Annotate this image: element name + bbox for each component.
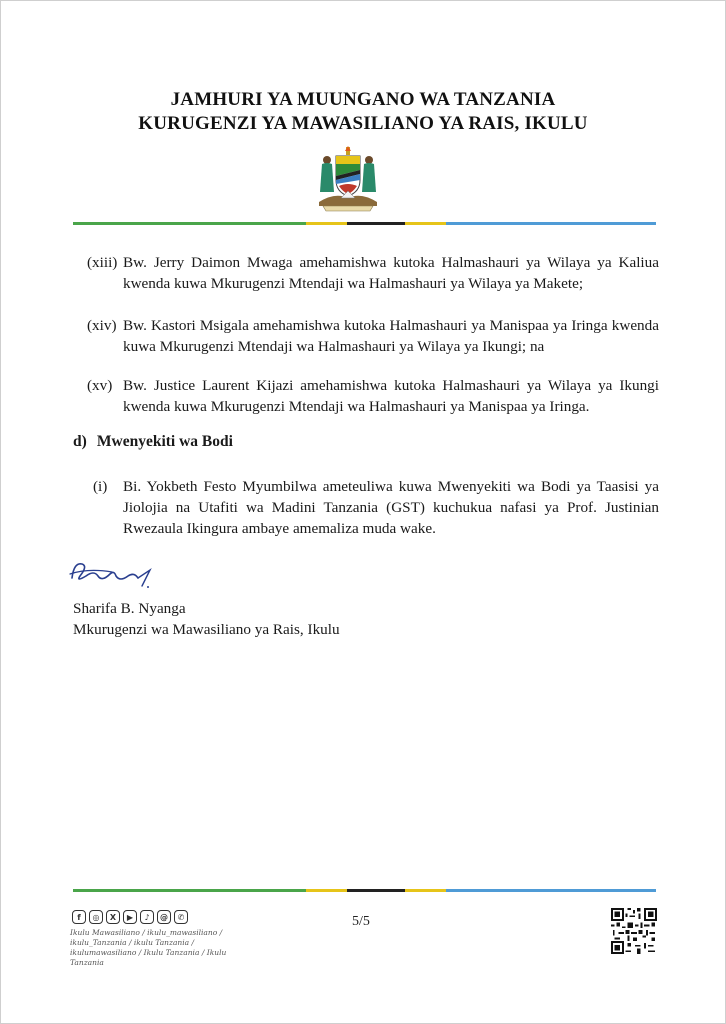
list-item-text: Bi. Yokbeth Festo Myumbilwa ameteuliwa kuwa Mwenyekiti wa Bodi ya Taasisi ya Jiolojia na Utafiti wa Madini Tanzania (GST) kuchukua nafasi ya Prof. Justinian Rwezaula Ikingura ambaye amemaliza muda wake. bbox=[123, 478, 659, 537]
social-handles bbox=[70, 928, 250, 968]
handles-line: ikulumawasiliano / Ikulu Tanzania / Ikulu Tanzania bbox=[70, 948, 227, 967]
tiktok-icon[interactable]: ♪ bbox=[140, 910, 154, 924]
header-line-1: JAMHURI YA MUUNGANO WA TANZANIA bbox=[170, 89, 556, 110]
whatsapp-icon[interactable]: ✆ bbox=[174, 910, 188, 924]
handles-line: Ikulu Mawasiliano / ikulu_mawasiliano / bbox=[70, 928, 223, 937]
document-header bbox=[0, 88, 726, 136]
section-title-text: Mwenyekiti wa Bodi bbox=[96, 433, 233, 450]
qr-code-icon[interactable] bbox=[611, 908, 657, 954]
handwritten-signature-icon bbox=[68, 556, 154, 592]
signatory-block bbox=[73, 598, 340, 640]
section-letter: d) bbox=[73, 433, 87, 450]
list-item-text: Bw. Justice Laurent Kijazi amehamishwa kutoka Halmashauri ya Wilaya ya Ikungi kwenda kuwa Mkurugenzi Mtendaji wa Halmashauri ya Manispaa ya Iringa. bbox=[123, 377, 659, 415]
threads-icon[interactable]: @ bbox=[157, 910, 171, 924]
list-item-number: (xv) bbox=[87, 377, 113, 394]
signatory-title: Mkurugenzi wa Mawasiliano ya Rais, Ikulu bbox=[73, 621, 340, 638]
facebook-icon[interactable]: f bbox=[72, 910, 86, 924]
list-item-number: (xiv) bbox=[87, 317, 117, 334]
signatory-name: Sharifa B. Nyanga bbox=[73, 600, 186, 617]
instagram-icon[interactable]: ◎ bbox=[89, 910, 103, 924]
youtube-icon[interactable]: ▶ bbox=[123, 910, 137, 924]
header-color-stripe bbox=[73, 222, 656, 225]
tanzania-coat-of-arms-icon bbox=[315, 146, 381, 212]
handles-line: ikulu_Tanzania / ikulu Tanzania / bbox=[70, 938, 195, 947]
header-line-2: KURUGENZI YA MAWASILIANO YA RAIS, IKULU bbox=[138, 113, 588, 134]
list-item-number: (i) bbox=[93, 478, 108, 495]
list-item-number: (xiii) bbox=[87, 254, 118, 271]
section-heading bbox=[73, 433, 233, 451]
list-item-text: Bw. Kastori Msigala amehamishwa kutoka Halmashauri ya Manispaa ya Iringa kwenda kuwa Mkurugenzi Mtendaji wa Halmashauri ya Wilaya ya Ikungi; na bbox=[123, 317, 659, 355]
list-item-text: Bw. Jerry Daimon Mwaga amehamishwa kutoka Halmashauri ya Wilaya ya Kaliua kwenda kuwa Mkurugenzi Mtendaji wa Halmashauri ya Wilaya ya Makete; bbox=[123, 254, 659, 292]
x-icon[interactable]: X bbox=[106, 910, 120, 924]
social-icons-row bbox=[72, 910, 188, 924]
page-number: 5/5 bbox=[352, 914, 370, 929]
footer-color-stripe bbox=[73, 889, 656, 892]
